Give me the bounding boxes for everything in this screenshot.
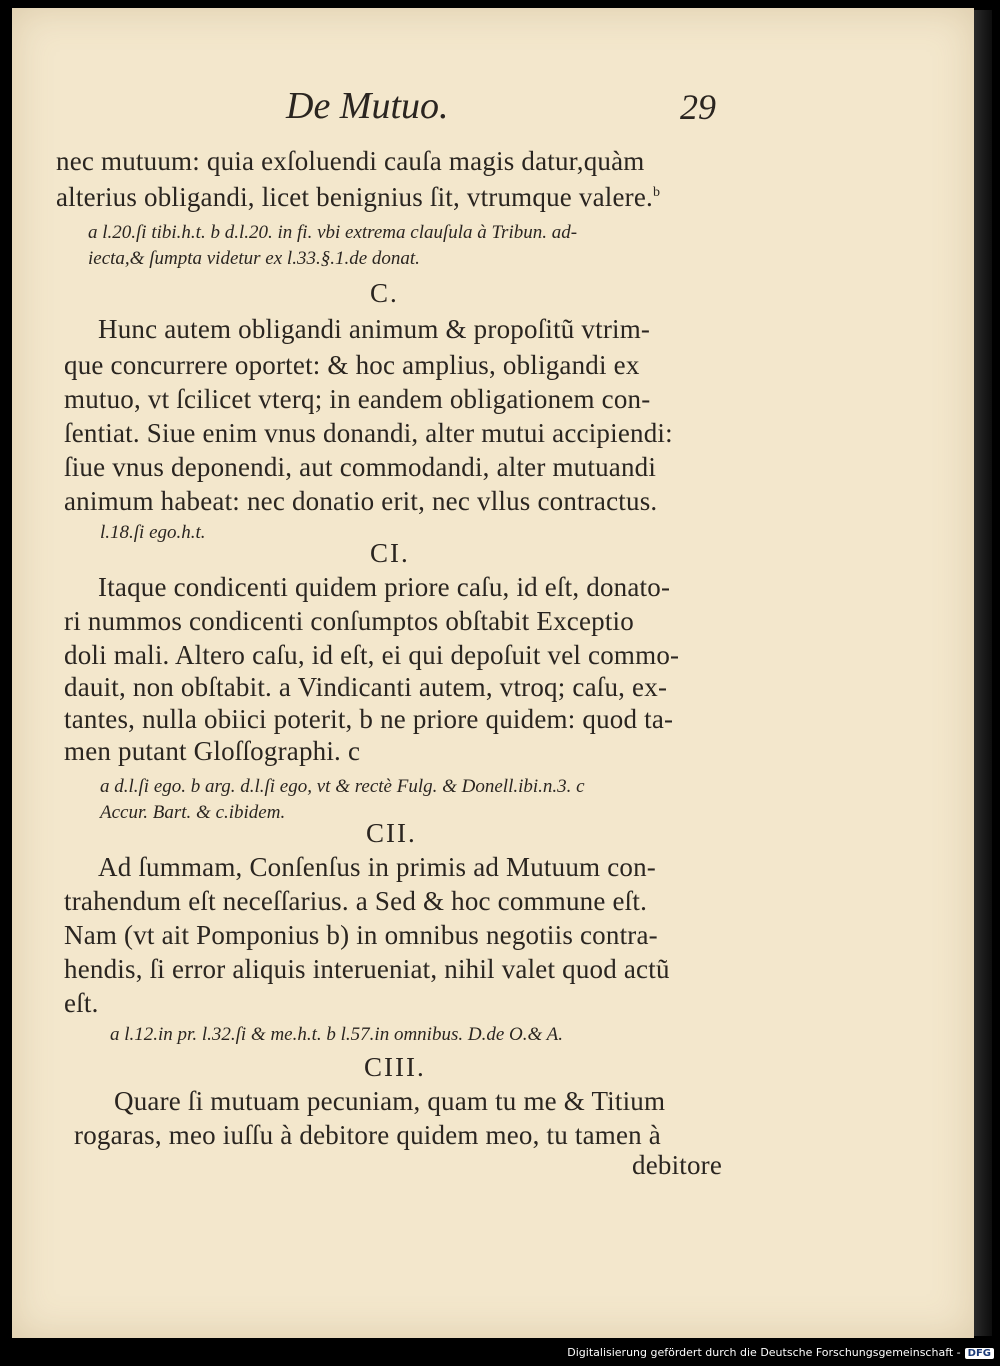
body-line: trahendum eſt neceſſarius. a Sed & hoc commune eſt. <box>64 886 648 916</box>
section-number: C. <box>370 278 399 308</box>
body-line: tantes, nulla obiici poterit, b ne priore quidem: quod ta- <box>64 704 674 734</box>
body-line: Hunc autem obligandi animum & propoſitũ vtrim- <box>98 314 651 344</box>
body-line: men putant Gloſſographi. c <box>64 736 361 766</box>
body-line: Nam (vt ait Pomponius b) in omnibus negotiis contra- <box>64 920 658 950</box>
section-number: CIII. <box>364 1052 426 1082</box>
dfg-logo: DFG <box>965 1348 994 1359</box>
body-line: Ad ſummam, Conſenſus in primis ad Mutuum con- <box>98 852 656 882</box>
footnote-line: a l.12.in pr. l.32.ſi & me.h.t. b l.57.in omnibus. D.de O.& A. <box>110 1024 564 1045</box>
digitization-footer <box>0 1346 1000 1366</box>
body-line: mutuo, vt ſcilicet vterq; in eandem obligationem con- <box>64 384 651 414</box>
body-line: doli mali. Altero caſu, id eſt, ei qui depoſuit vel commo- <box>64 640 680 670</box>
footnote-line: Accur. Bart. & c.ibidem. <box>100 802 286 823</box>
body-line: Quare ſi mutuam pecuniam, quam tu me & Titium <box>114 1086 666 1116</box>
body-line: animum habeat: nec donatio erit, nec vllus contractus. <box>64 486 658 516</box>
section-number: CI. <box>370 538 410 568</box>
body-line: que concurrere oportet: & hoc amplius, obligandi ex <box>64 350 640 380</box>
footnote-marker: b <box>653 185 661 200</box>
footnote-line: l.18.ſi ego.h.t. <box>100 522 206 543</box>
body-line: alterius obligandi, licet benignius ſit, vtrumque valere.$^b$ <box>56 182 661 212</box>
body-line: dauit, non obſtabit. a Vindicanti autem, vtroq; caſu, ex- <box>64 672 668 702</box>
body-line: ſentiat. Siue enim vnus donandi, alter mutui accipiendi: <box>64 418 673 448</box>
body-line: ri nummos condicenti conſumptos obſtabit Exceptio <box>64 606 634 636</box>
footnote-line: a d.l.ſi ego. b arg. d.l.ſi ego, vt & rectè Fulg. & Donell.ibi.n.3. c <box>100 776 585 797</box>
body-line: hendis, ſi error aliquis interueniat, nihil valet quod actũ <box>64 954 670 984</box>
page-edge <box>974 10 992 1336</box>
footnote-line: iecta,& ſumpta videtur ex l.33.§.1.de donat. <box>88 248 420 269</box>
body-line: ſiue vnus deponendi, aut commodandi, alter mutuandi <box>64 452 657 482</box>
section-number: CII. <box>366 818 417 848</box>
body-line: nec mutuum: quia exſoluendi cauſa magis datur,quàm <box>56 146 645 176</box>
body-line: eſt. <box>64 988 99 1018</box>
page-number: 29 <box>680 87 716 127</box>
body-line: rogaras, meo iuſſu à debitore quidem meo, tu tamen à <box>74 1120 661 1150</box>
body-line: Itaque condicenti quidem priore caſu, id eſt, donato- <box>98 572 671 602</box>
footnote-line: a l.20.ſi tibi.h.t. b d.l.20. in fi. vbi extrema clauſula à Tribun. ad- <box>88 222 578 243</box>
footer-text: Digitalisierung gefördert durch die Deutsche Forschungsgemeinschaft - <box>567 1346 961 1359</box>
running-header: De Mutuo. <box>286 85 449 127</box>
catchword: debitore <box>632 1150 723 1180</box>
